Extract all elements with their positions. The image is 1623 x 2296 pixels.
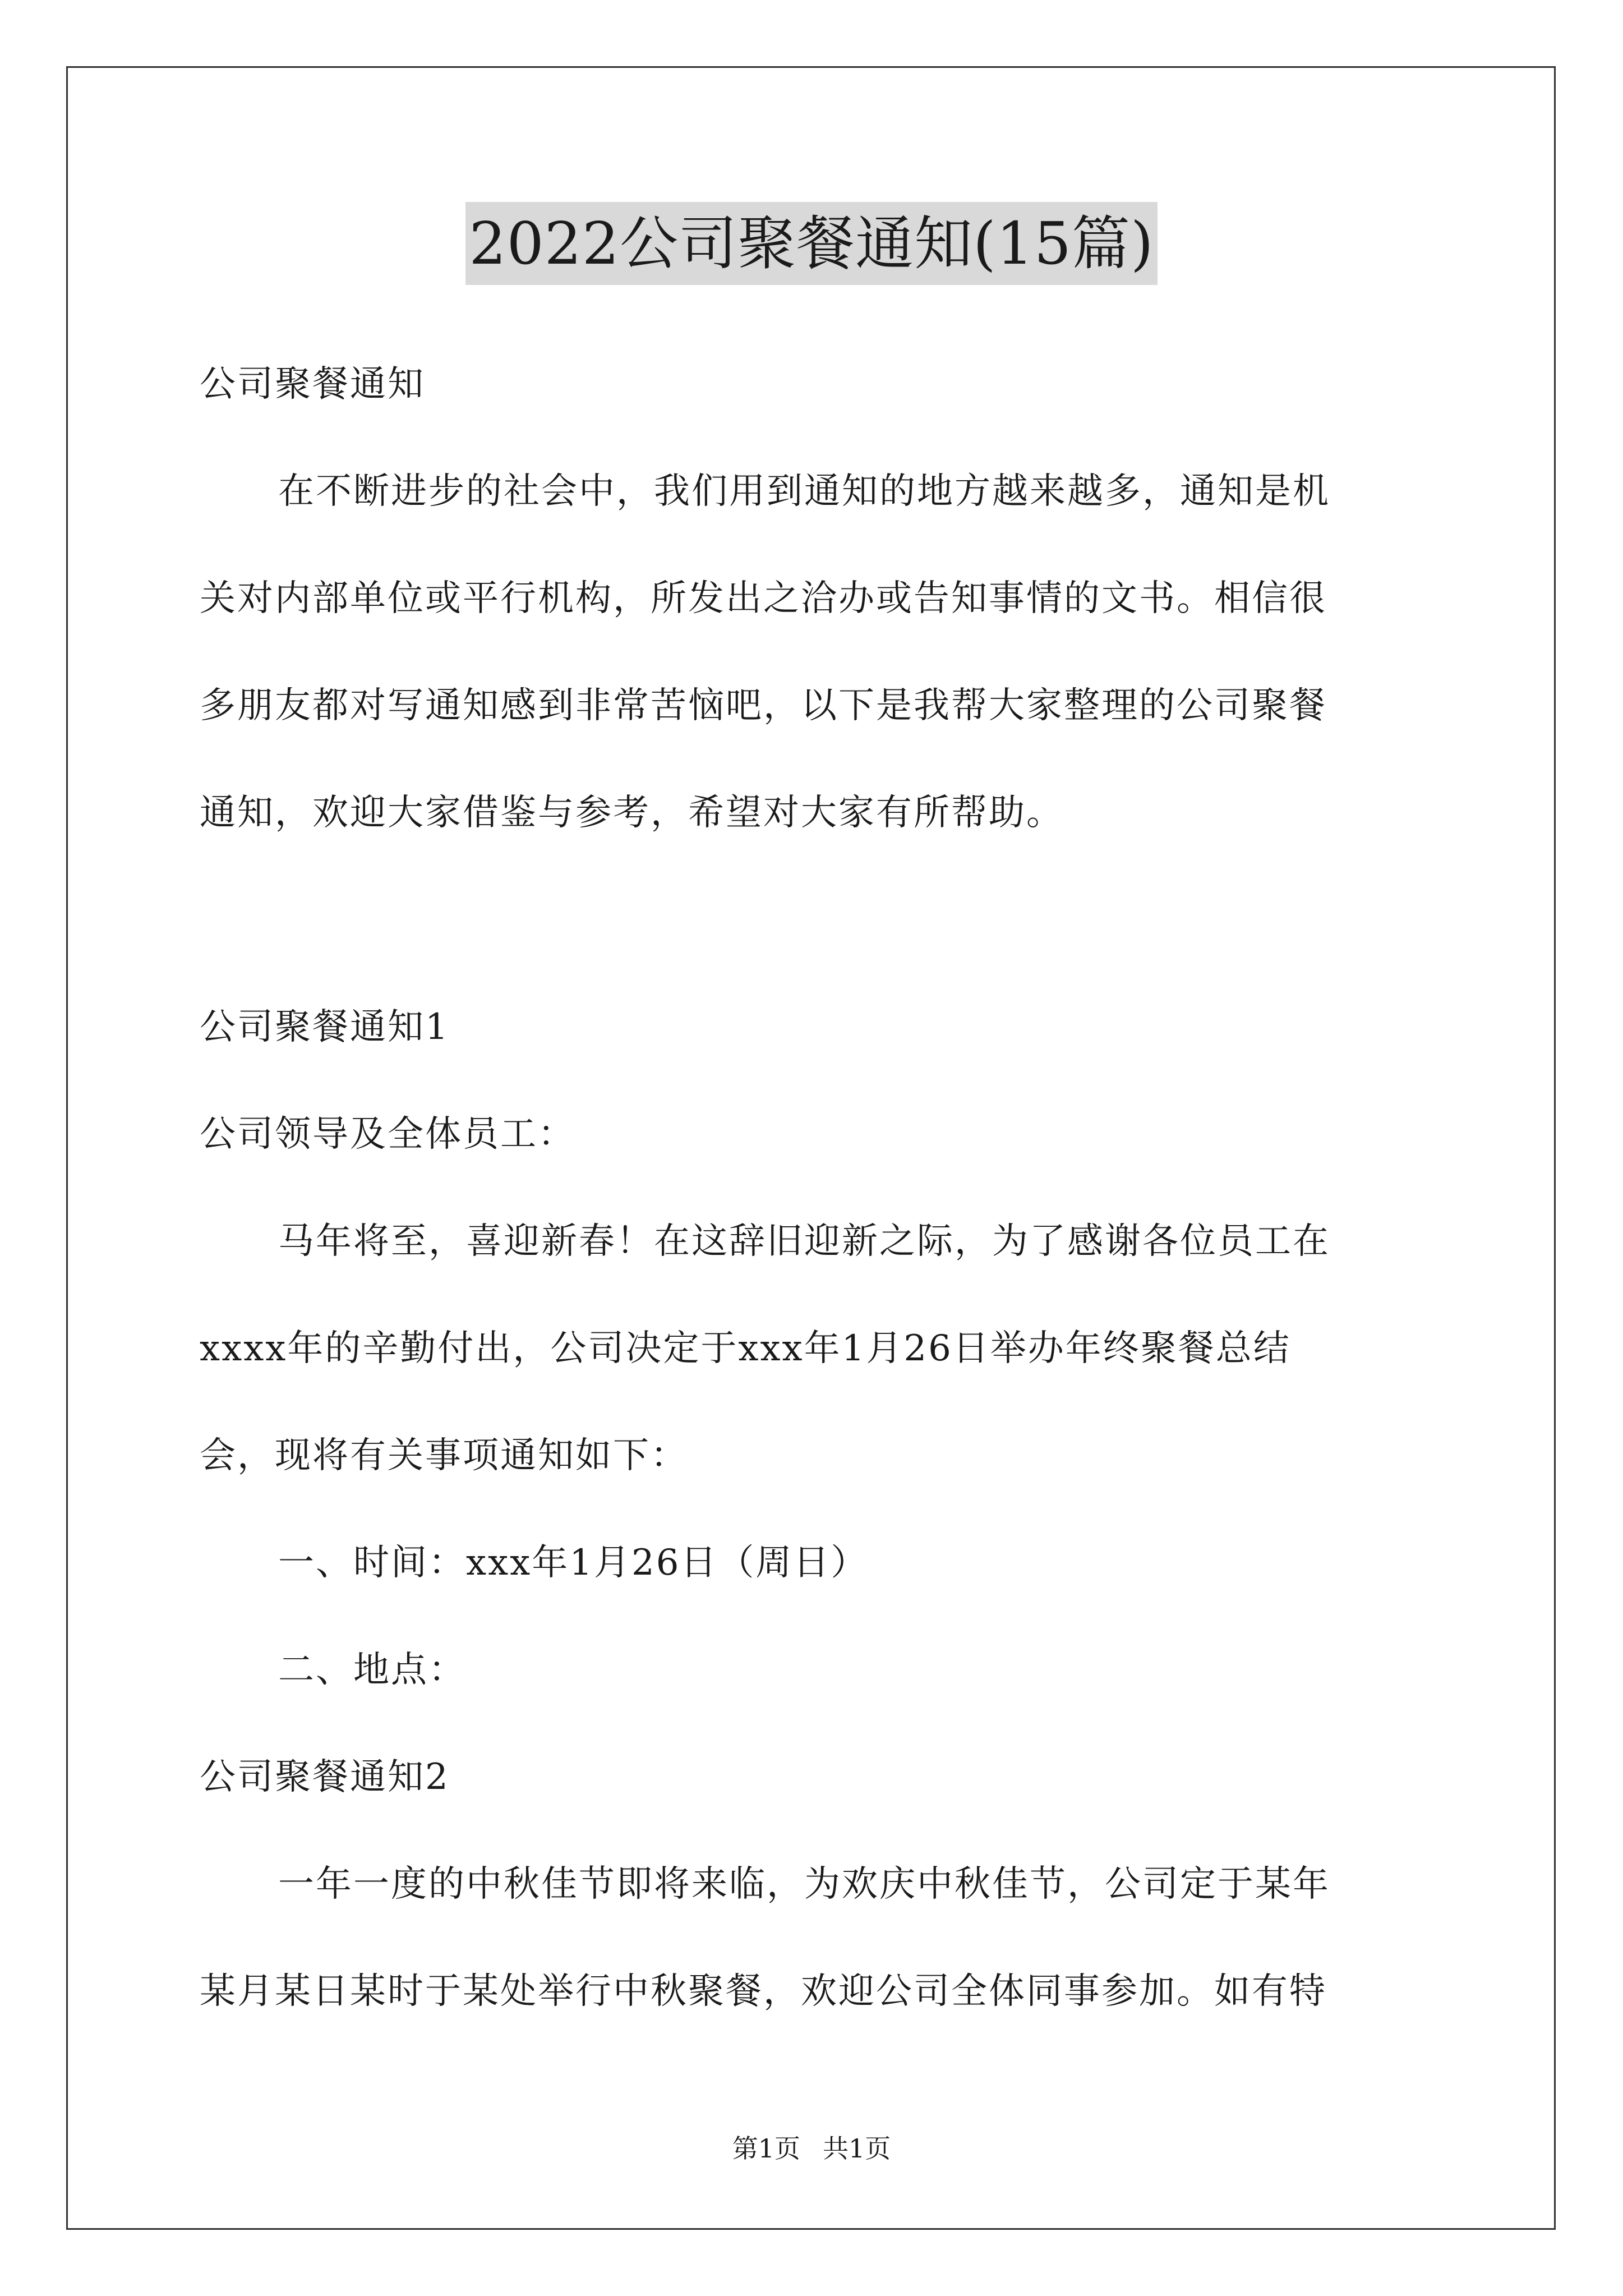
text-line: 公司领导及全体员工： (200, 1114, 575, 1155)
text-line: 二、地点： (278, 1649, 466, 1691)
text-line: 马年将至，喜迎新春！在这辞旧迎新之际，为了感谢各位员工在 (278, 1221, 1330, 1262)
text-line: 多朋友都对写通知感到非常苦恼吧，以下是我帮大家整理的公司聚餐 (200, 685, 1327, 726)
text-line: 在不断进步的社会中，我们用到通知的地方越来越多，通知是机 (278, 471, 1330, 512)
text-line: 会，现将有关事项通知如下： (200, 1435, 688, 1476)
text-line: 某月某日某时于某处举行中秋聚餐，欢迎公司全体同事参加。如有特 (200, 1971, 1327, 2012)
text-line: 通知，欢迎大家借鉴与参考，希望对大家有所帮助。 (200, 792, 1064, 834)
text-line: xxxx年的辛勤付出，公司决定于xxx年1月26日举办年终聚餐总结 (200, 1328, 1291, 1369)
page-total: 共1页 (823, 2133, 891, 2164)
section-heading: 公司聚餐通知1 (200, 1006, 450, 1048)
page-footer (0, 2132, 1623, 2165)
blank-line (200, 867, 1433, 974)
text-line: 一年一度的中秋佳节即将来临，为欢庆中秋佳节，公司定于某年 (278, 1864, 1330, 1905)
text-line: 公司聚餐通知 (200, 364, 425, 405)
title-wrap (0, 202, 1623, 285)
page-number: 第1页 (732, 2133, 800, 2164)
document-body (200, 331, 1433, 2045)
document-title: 2022公司聚餐通知(15篇) (465, 202, 1157, 285)
text-line: 一、时间：xxx年1月26日（周日） (278, 1542, 869, 1584)
section-heading: 公司聚餐通知2 (200, 1756, 450, 1798)
text-line: 关对内部单位或平行机构，所发出之洽办或告知事情的文书。相信很 (200, 578, 1327, 619)
